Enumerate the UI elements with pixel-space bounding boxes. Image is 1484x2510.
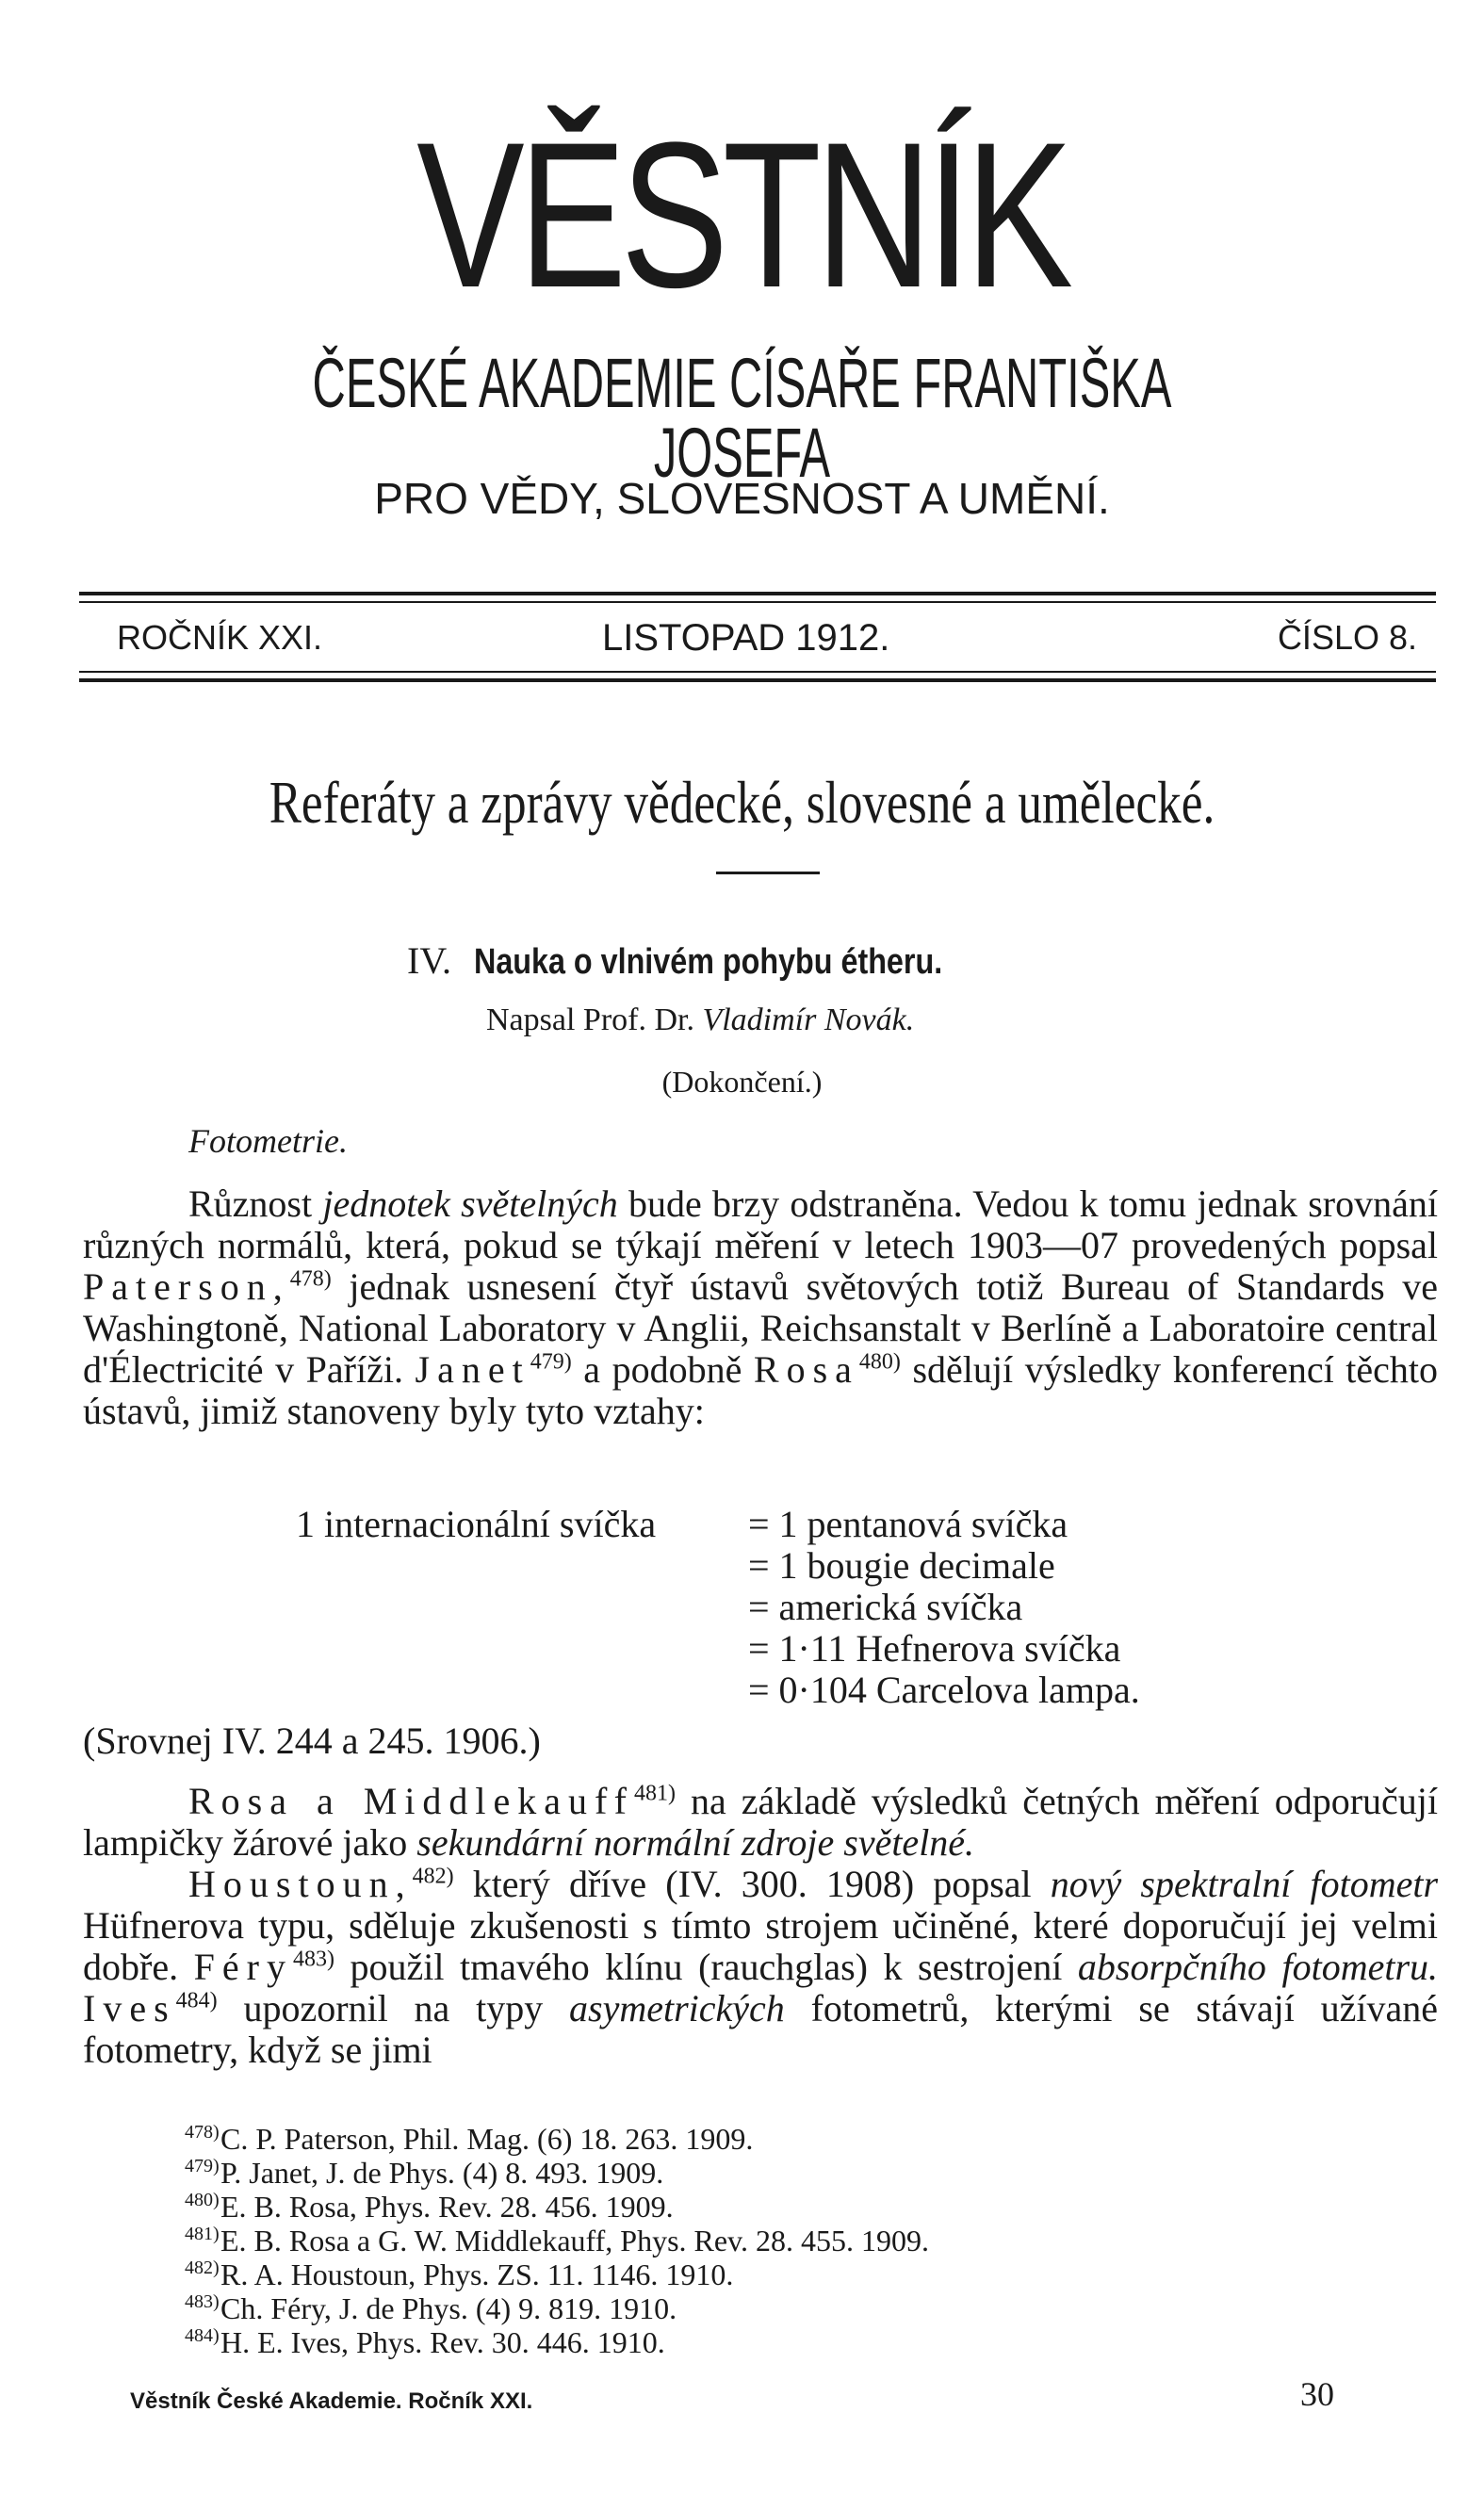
footnote: $^{482)}$R. A. Houstoun, Phys. ZS. 11. 1146. 1910.: [185, 2257, 734, 2291]
header-rule-top: [79, 592, 1436, 595]
footnote: $^{479)}$P. Janet, J. de Phys. (4) 8. 493. 1909.: [185, 2156, 664, 2190]
footnotes: [185, 2122, 929, 2359]
article-name: Nauka o vlnivém pohybu étheru.: [474, 942, 943, 982]
journal-subtitle-2: PRO VĚDY, SLOVESNOST A UMĚNÍ.: [374, 474, 1110, 523]
article-number: IV.: [407, 939, 452, 982]
srovnej-note: (Srovnej IV. 244 a 245. 1906.): [83, 1720, 541, 1762]
footnote: $^{481)}$E. B. Rosa a G. W. Middlekauff, Phys. Rev. 28. 455. 1909.: [185, 2224, 929, 2257]
page-number: 30: [1300, 2375, 1334, 2413]
marginal-heading: Fotometrie.: [188, 1122, 348, 1160]
paragraph-2: Rosa a Middlekauff$^{481)}$ na základě výsledků četných měření odporučují lampičky žárové jako sekundární normální zdroje světelné.: [83, 1780, 1438, 1864]
section-divider: [716, 872, 820, 874]
author-name: Vladimír Novák.: [702, 1002, 915, 1037]
article-byline: [486, 1002, 914, 1038]
journal-subtitle: ČESKÉ AKADEMIE CÍSAŘE FRANTIŠKA JOSEFA: [312, 344, 1172, 492]
section-heading: Referáty a zprávy vědecké, slovesné a umělecké.: [269, 769, 1215, 836]
byline-prefix: Napsal Prof. Dr.: [486, 1002, 694, 1037]
issue-line: [79, 614, 1436, 661]
paragraph-1: Různost jednotek světelných bude brzy odstraněna. Vedou k tomu jednak srovnání různých normálů, která, pokud se týkají měření v letech 1903—07 provedených popsal Paterson,$^{478)}$ jednak usnesení čtyř ústavů světových totiž Bureau of Standards ve Washingtoně, National Laboratory v Anglii, Reichsanstalt v Berlíně a Laboratoire central d'Électricité v Paříži. Janet$^{479)}$ a podobně Rosa$^{480)}$ sdělují výsledky konferencí těchto ústavů, jimiž stanoveny byly tyto vztahy:: [83, 1182, 1439, 1432]
footnote: $^{483)}$Ch. Féry, J. de Phys. (4) 9. 819. 1910.: [185, 2291, 677, 2325]
footnote: $^{478)}$C. P. Paterson, Phil. Mag. (6) 18. 263. 1909.: [185, 2122, 754, 2156]
issue-number: ČÍSLO 8.: [1277, 618, 1417, 657]
running-footer: Věstník České Akademie. Ročník XXI.: [130, 2388, 533, 2414]
journal-title: VĚSTNÍK: [416, 99, 1068, 331]
header-rule-top-thin: [79, 601, 1436, 603]
footnote: $^{484)}$H. E. Ives, Phys. Rev. 30. 446. 1910.: [185, 2325, 665, 2359]
paragraph-3: Houstoun,$^{482)}$ který dříve (IV. 300. 1908) popsal nový spektralní fotometr Hüfnerova typu, sděluje zkušenosti s tímto strojem učiněné, které doporučují jej velmi dobře. Féry$^{483)}$ použil tmavého klínu (rauchglas) k sestrojení absorpčního fotometru. Ives$^{484)}$ upozornil na typy asymetrických fotometrů, kterými se stávají užívané fotometry, když se jimi: [83, 1863, 1439, 2071]
issue-date: LISTOPAD 1912.: [602, 617, 890, 659]
header-rule-bottom: [79, 678, 1436, 682]
article-title: [407, 939, 1025, 982]
header-rule-bottom-thin: [79, 671, 1436, 673]
continuation-note: (Dokončení.): [661, 1065, 823, 1099]
volume: ROČNÍK XXI.: [117, 618, 323, 657]
footnote: $^{480)}$E. B. Rosa, Phys. Rev. 28. 456. 1909.: [185, 2190, 674, 2224]
